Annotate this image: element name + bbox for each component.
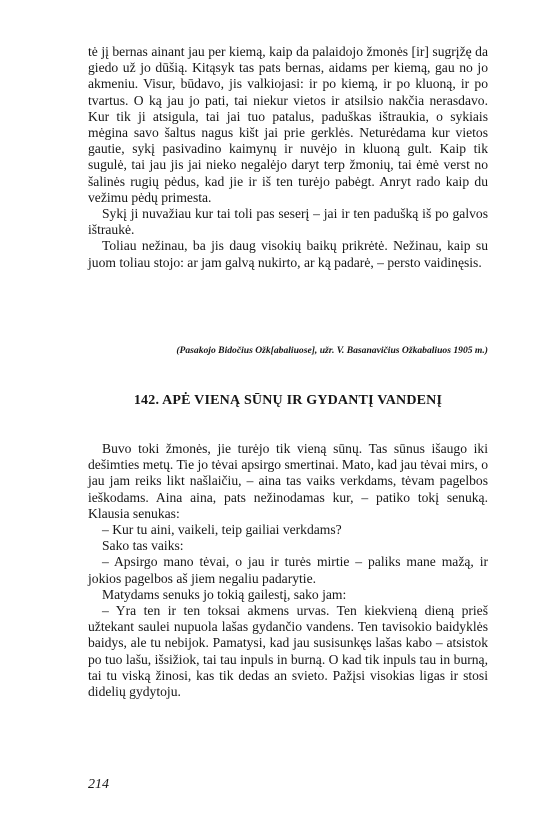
story-text	[88, 441, 488, 700]
dialogue-line: – Yra ten ir ten toksai akmens urvas. Ten kiekvieną dieną prieš užtekant saulei nupuola lašas gydančio vandens. Ten tavisokio baidyklės baidys, ale tu nebijok. Pamatysi, kad jau susisunkęs lašas kabo – atsistok po tuo lašu, išsižiok, tai tau inpuls in burną. O kad tik inpuls tau in burną, tai tu viską žinosi, kas tik dedas an svieto. Pažįsi visokias ligas ir stosi didelių gydytoju.	[88, 603, 488, 700]
paragraph: Buvo toki žmonės, jie turėjo tik vieną sūnų. Tas sūnus išaugo iki dešimties metų. Tie jo tėvai apsirgo smertinai. Mato, kad jau tėvai mirs, o jau jam reiks likt našlaičiu, – aina tas vaiks verkdams, tėvam pagelbos ieškodams. Aina aina, pats nežinodamas kur, – patiko tokį senuką. Klausia senukas:	[88, 441, 488, 521]
paragraph: Matydams senuks jo tokią gailestį, sako jam:	[102, 586, 347, 602]
paragraph: tė jį bernas ainant jau per kiemą, kaip da palaidojo žmonės [ir] sugrįžę da giedo už jo dūšią. Kitąsyk tas pats bernas, aidams per kiemą, gau no jo akmeniu. Visur, būdavo, jis valkiojasi: ir po kiemą, ir po kluoną, ir po tvartus. O ką jau jo pati, tai niekur vietos ir atsilsio nakčia nerasdavo. Kur tik ji atsigula, tai jai tuo patalus, paduškas ištraukia, o sykiais mėgina savo šaltus nagus kišt jai prie gerklės. Neturėdama kur vietos gautie, sykį pasivadino kaimynų ir nuvėjo in kluoną gult. Kaip tik sugulė, tai jau jis jai nieko negalėjo daryt terp žmonių, tai ėmė verst no šalinės rugių pėdus, kad jie ir iš ten turėjo pabėgt. Anryt rado kaip du vežimu pėdų primesta.	[88, 44, 488, 205]
story-ending-text	[88, 44, 488, 271]
page-number: 214	[88, 777, 109, 792]
dialogue-line: – Apsirgo mano tėvai, o jau ir turės mirtie – paliks mane mažą, ir jokios pagelbos aš jiem negaliu padarytie.	[88, 554, 488, 586]
source-note: (Pasakojo Bidočius Ožk[abaliuose], užr. V. Basanavičius Ožkabaliuos 1905 m.)	[176, 345, 488, 356]
dialogue-line: – Kur tu aini, vaikeli, teip gailiai verkdams?	[102, 522, 342, 538]
story-heading: 142. APĖ VIENĄ SŪNŲ IR GYDANTĮ VANDENĮ	[133, 393, 443, 408]
paragraph: Toliau nežinau, ba jis daug visokių baikų prikrėtė. Nežinau, kaip su juom toliau stojo: ar jam galvą nukirto, ar ką padarė, – persto vaidinęsis.	[88, 238, 488, 270]
paragraph: Sykį ji nuvažiau kur tai toli pas seserį – jai ir ten padušką iš po galvos ištraukė.	[88, 206, 488, 238]
paragraph: Sako tas vaiks:	[102, 538, 184, 554]
